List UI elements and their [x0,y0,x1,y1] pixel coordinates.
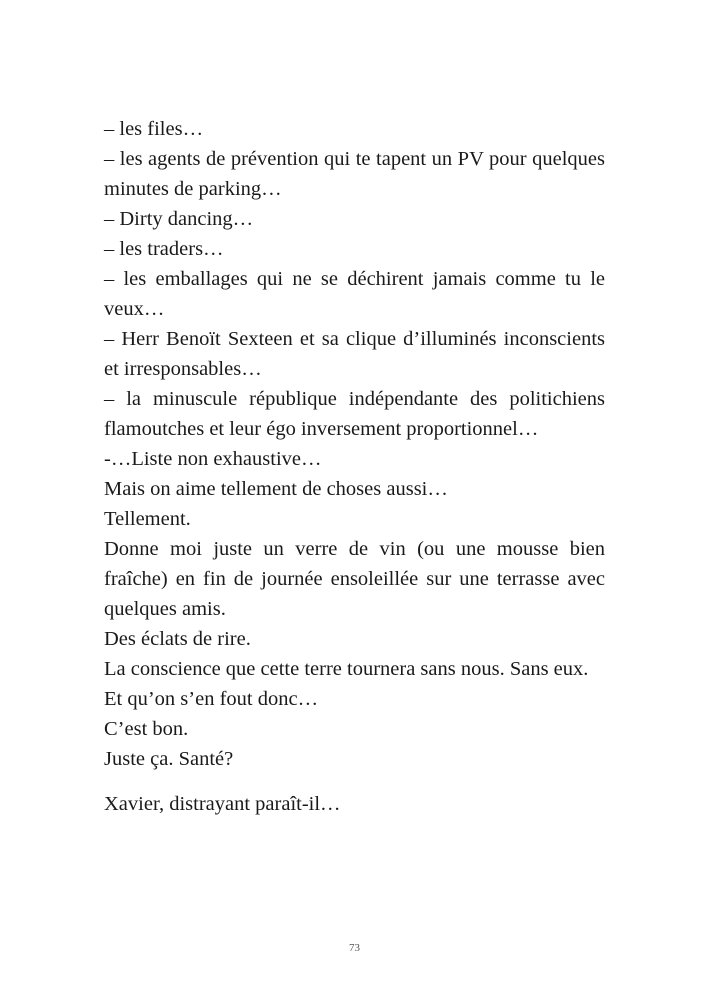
list-item-files: – les files… [104,118,204,140]
list-item-republic: – la minuscule république indépendante des politichiens flamoutches et leur égo inversement proportionnel… [104,388,605,440]
paragraph-tellement: Tellement. [104,508,191,530]
list-item-prevention-agents: – les agents de prévention qui te tapent un PV pour quelques minutes de parking… [104,148,605,200]
list-end-note: -…Liste non exhaustive… [104,448,322,470]
list-item-traders: – les traders… [104,238,224,260]
paragraph-earth-turns: La conscience que cette terre tournera sans nous. Sans eux. [104,658,589,680]
list-item-herr-benoit: – Herr Benoït Sexteen et sa clique d’illuminés inconscients et irresponsables… [104,328,605,380]
paragraph-sante: Juste ça. Santé? [104,748,234,770]
author-signature: Xavier, distrayant paraît-il… [104,793,341,815]
list-item-packaging: – les emballages qui ne se déchirent jamais comme tu le veux… [104,268,605,320]
page-body [104,114,605,819]
page-number: 73 [349,942,360,954]
list-item-dirty-dancing: – Dirty dancing… [104,208,254,230]
paragraph-laughter: Des éclats de rire. [104,628,251,650]
paragraph-dont-care: Et qu’on s’en fout donc… [104,688,319,710]
paragraph-glass-of-wine: Donne moi juste un verre de vin (ou une mousse bien fraîche) en fin de journée ensoleillée sur une terrasse avec quelques amis. [104,538,605,620]
paragraph-things-we-love: Mais on aime tellement de choses aussi… [104,478,448,500]
paragraph-cest-bon: C’est bon. [104,718,189,740]
